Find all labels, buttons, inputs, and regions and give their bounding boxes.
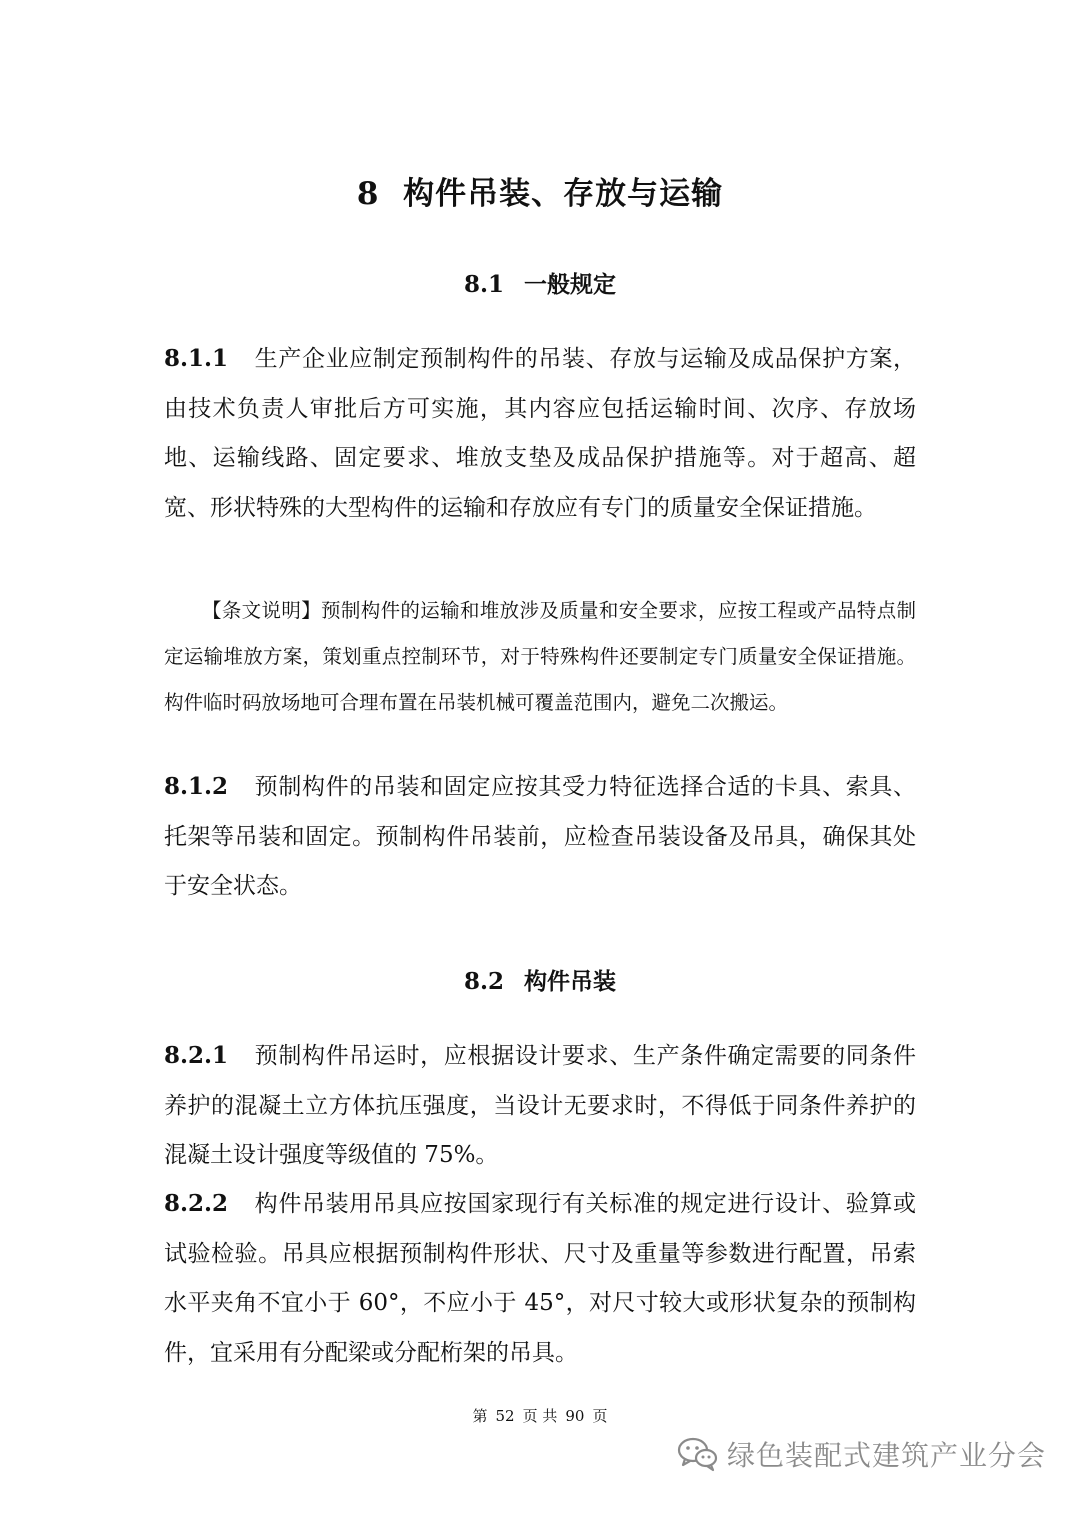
clause-8-2-1 <box>164 1031 916 1181</box>
chapter-number: 8 <box>356 176 380 212</box>
wechat-icon <box>677 1436 719 1472</box>
page-footer <box>0 1405 1080 1426</box>
clause-8-1-2 <box>164 762 916 912</box>
footer-suffix: 页 <box>592 1407 608 1425</box>
watermark-text: 绿色装配式建筑产业分会 <box>726 1439 1046 1472</box>
section-title-text: 一般规定 <box>524 271 617 298</box>
clause-text: 生产企业应制定预制构件的吊装、存放与运输及成品保护方案，由技术负责人审批后方可实施，其内容应包括运输时间、次序、存放场地、运输线路、固定要求、堆放支垫及成品保护措施等。对于超高、超宽、形状特殊的大型构件的运输和存放应有专门的质量安全保证措施。 <box>164 346 916 521</box>
section-title-8-1 <box>0 266 1080 299</box>
clause-text: 预制构件的吊装和固定应按其受力特征选择合适的卡具、索具、托架等吊装和固定。预制构件吊装前，应检查吊装设备及吊具，确保其处于安全状态。 <box>164 774 916 899</box>
section-title-8-2 <box>0 963 1080 996</box>
clause-number: 8.2.2 <box>164 1190 229 1217</box>
chapter-title-text: 构件吊装、存放与运输 <box>403 176 724 212</box>
footer-page-number: 52 <box>495 1407 515 1425</box>
clause-number: 8.1.1 <box>164 345 229 372</box>
footer-total-pages: 90 <box>565 1407 585 1425</box>
clause-text: 预制构件吊运时，应根据设计要求、生产条件确定需要的同条件养护的混凝土立方体抗压强度，当设计无要求时，不得低于同条件养护的混凝土设计强度等级值的 75%。 <box>164 1043 916 1168</box>
clause-text: 构件吊装用吊具应按国家现行有关标准的规定进行设计、验算或试验检验。吊具应根据预制构件形状、尺寸及重量等参数进行配置，吊索水平夹角不宜小于 60°，不应小于 45°，对尺寸较大或形状复杂的预制构件，宜采用有分配梁或分配桁架的吊具。 <box>164 1191 916 1366</box>
clause-8-2-2 <box>164 1179 916 1378</box>
clause-number: 8.1.2 <box>164 773 229 800</box>
watermark <box>677 1434 1046 1474</box>
footer-middle: 页 共 <box>522 1407 558 1425</box>
clause-8-1-1 <box>164 334 916 533</box>
section-number: 8.1 <box>463 271 504 298</box>
chapter-title <box>0 168 1080 213</box>
section-title-text: 构件吊装 <box>524 968 617 995</box>
section-number: 8.2 <box>463 968 504 995</box>
clause-note-8-1-1: 【条文说明】预制构件的运输和堆放涉及质量和安全要求，应按工程或产品特点制定运输堆放方案，策划重点控制环节，对于特殊构件还要制定专门质量安全保证措施。构件临时码放场地可合理布置在吊装机械可覆盖范围内，避免二次搬运。 <box>164 599 916 714</box>
clause-number: 8.2.1 <box>164 1042 229 1069</box>
footer-prefix: 第 <box>472 1407 488 1425</box>
